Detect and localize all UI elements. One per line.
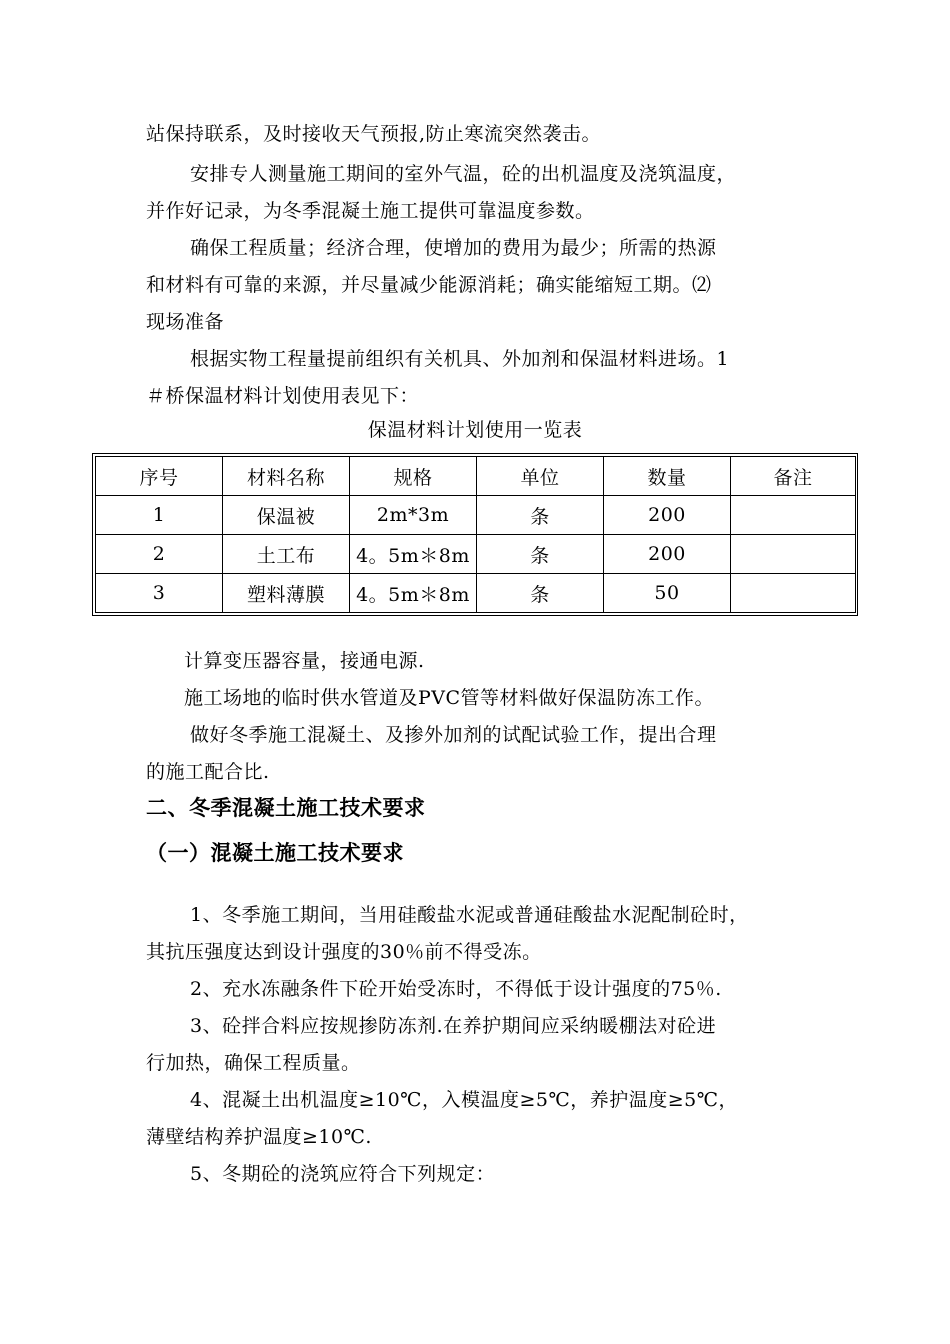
table-cell: 条 — [477, 574, 604, 613]
paragraph-line: ＃桥保温材料计划使用表见下： — [146, 385, 420, 407]
table-cell: 土工布 — [223, 535, 350, 574]
header-cell-material: 材料名称 — [223, 457, 350, 496]
requirement-line: 2、充水冻融条件下砼开始受冻时，不得低于设计强度的75％. — [190, 978, 722, 1000]
header-cell-quantity: 数量 — [604, 457, 731, 496]
paragraph-line: 现场准备 — [146, 311, 225, 333]
requirement-line: 5、冬期砼的浇筑应符合下列规定： — [190, 1163, 496, 1185]
table-cell: 保温被 — [223, 496, 350, 535]
header-cell-remark: 备注 — [731, 457, 856, 496]
header-cell-unit: 单位 — [477, 457, 604, 496]
table-cell — [731, 496, 856, 535]
table-cell — [731, 535, 856, 574]
table-row — [96, 496, 856, 535]
table-cell: 2 — [96, 535, 223, 574]
table-cell: 4。5m＊8m — [350, 535, 477, 574]
table-cell: 条 — [477, 496, 604, 535]
requirement-line: 3、砼拌合料应按规掺防冻剂.在养护期间应采纳暖棚法对砼进 — [190, 1015, 717, 1037]
table-cell: 塑料薄膜 — [223, 574, 350, 613]
table-caption: 保温材料计划使用一览表 — [367, 419, 583, 441]
paragraph-line: 和材料有可靠的来源，并尽量减少能源消耗；确实能缩短工期。⑵ — [146, 274, 712, 296]
table-row — [96, 535, 856, 574]
header-cell-spec: 规格 — [350, 457, 477, 496]
table-cell: 4。5m＊8m — [350, 574, 477, 613]
requirement-line: 薄壁结构养护温度≥10℃. — [146, 1126, 372, 1148]
table-cell — [731, 574, 856, 613]
paragraph-line: 做好冬季施工混凝土、及掺外加剂的试配试验工作，提出合理 — [190, 724, 717, 746]
paragraph-line: 站保持联系，及时接收天气预报,防止寒流突然袭击。 — [146, 123, 602, 145]
paragraph-line: 并作好记录，为冬季混凝土施工提供可靠温度参数。 — [146, 200, 595, 222]
requirement-line: 4、混凝土出机温度≥10℃，入模温度≥5℃，养护温度≥5℃， — [190, 1089, 738, 1111]
paragraph-line: 确保工程质量；经济合理，使增加的费用为最少；所需的热源 — [190, 237, 717, 259]
paragraph-line: 根据实物工程量提前组织有关机具、外加剂和保温材料进场。1 — [190, 348, 730, 370]
requirement-line: 行加热，确保工程质量。 — [146, 1052, 361, 1074]
subsection-title: （一）混凝土施工技术要求 — [146, 841, 404, 865]
table-cell: 3 — [96, 574, 223, 613]
paragraph-line: 施工场地的临时供水管道及PVC管等材料做好保温防冻工作。 — [184, 687, 715, 709]
paragraph-line: 安排专人测量施工期间的室外气温，砼的出机温度及浇筑温度， — [190, 163, 737, 185]
paragraph-line: 的施工配合比. — [146, 761, 270, 783]
table-cell: 50 — [604, 574, 731, 613]
requirement-line: 其抗压强度达到设计强度的30％前不得受冻。 — [146, 941, 542, 963]
table-cell: 200 — [604, 496, 731, 535]
table-cell: 1 — [96, 496, 223, 535]
header-cell-index: 序号 — [96, 457, 223, 496]
table-header-row — [96, 457, 856, 496]
table-cell: 200 — [604, 535, 731, 574]
material-table — [92, 453, 858, 616]
table-cell: 2m*3m — [350, 496, 477, 535]
requirement-line: 1、冬季施工期间，当用硅酸盐水泥或普通硅酸盐水泥配制砼时， — [190, 904, 749, 926]
table-cell: 条 — [477, 535, 604, 574]
table-row — [96, 574, 856, 613]
paragraph-line: 计算变压器容量，接通电源. — [184, 650, 425, 672]
section-title: 二、冬季混凝土施工技术要求 — [146, 796, 426, 820]
